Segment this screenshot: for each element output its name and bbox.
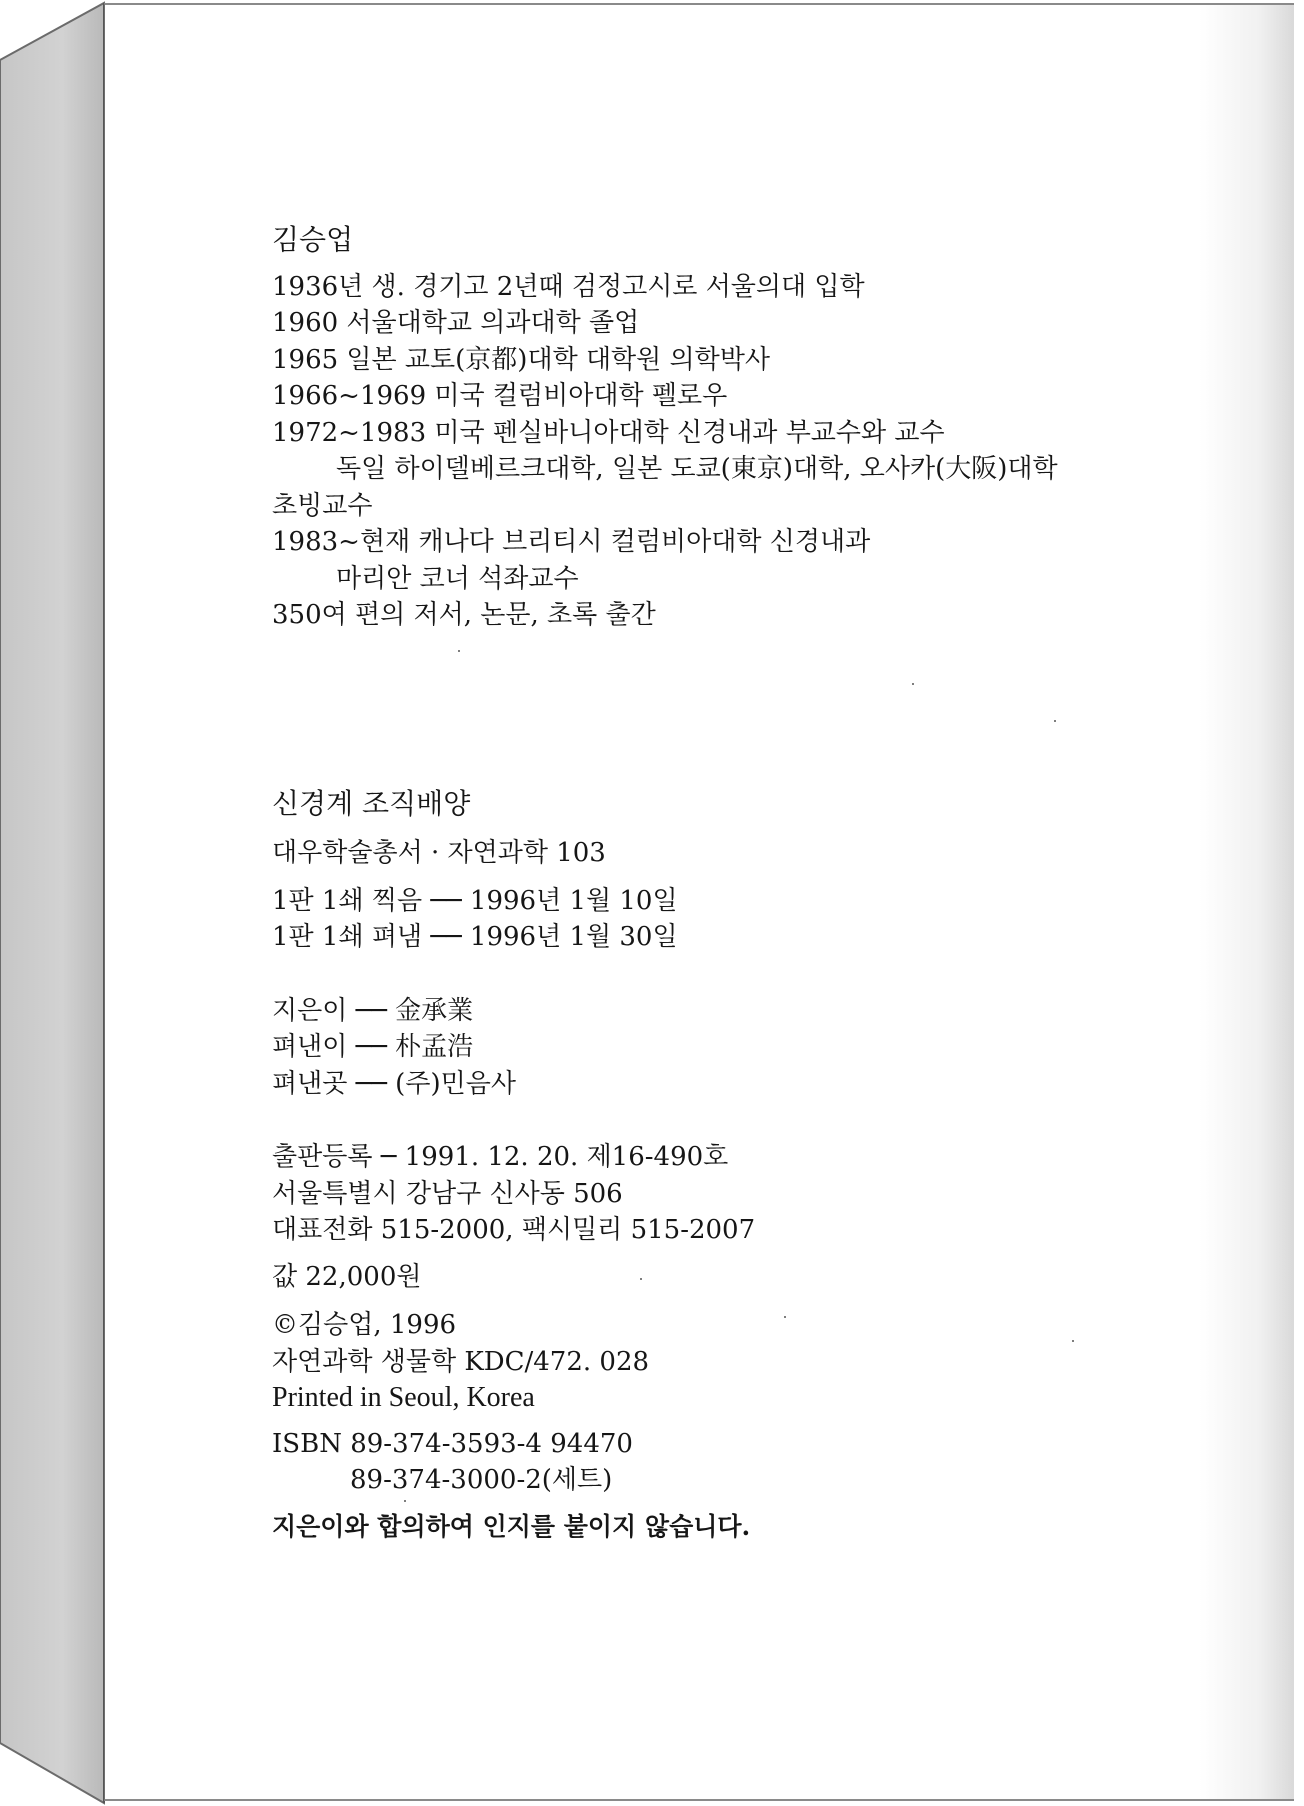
credit-line: 펴낸이 ── 朴孟浩	[272, 1032, 474, 1062]
bio-line: 1965 일본 교토(京都)대학 대학원 의학박사	[272, 345, 771, 375]
bio-line: 1966~1969 미국 컬럼비아대학 펠로우	[272, 381, 728, 411]
book-spine	[0, 0, 108, 1806]
printing-line: 1판 1쇄 찍음 ── 1996년 1월 10일	[272, 886, 678, 916]
registration-line: 대표전화 515-2000, 팩시밀리 515-2007	[272, 1215, 756, 1245]
copyright-line: ©김승업, 1996	[272, 1310, 457, 1340]
bio-line: 1936년 생. 경기고 2년때 검정고시로 서울의대 입학	[272, 272, 865, 302]
scan-speck	[458, 650, 460, 652]
notice-line: 지은이와 합의하여 인지를 붙이지 않습니다.	[272, 1512, 751, 1541]
isbn-line: 89-374-3000-2(세트)	[350, 1465, 613, 1495]
scan-speck	[784, 1316, 786, 1318]
bio-line: 1960 서울대학교 의과대학 졸업	[272, 308, 640, 338]
credit-line: 펴낸곳 ── (주)민음사	[272, 1069, 516, 1099]
printed-in-line: Printed in Seoul, Korea	[272, 1382, 535, 1413]
author-name: 김승업	[272, 223, 354, 256]
book-title: 신경계 조직배양	[272, 787, 471, 820]
scan-speck	[404, 1500, 406, 1502]
isbn-line: ISBN 89-374-3593-4 94470	[272, 1429, 633, 1459]
credit-line: 지은이 ── 金承業	[272, 996, 474, 1026]
bio-line: 350여 편의 저서, 논문, 초록 출간	[272, 600, 656, 630]
bio-line: 마리안 코너 석좌교수	[336, 564, 579, 594]
series-line: 대우학술총서 · 자연과학 103	[272, 838, 606, 868]
classification-line: 자연과학 생물학 KDC/472. 028	[272, 1347, 650, 1377]
bio-line: 1983~현재 캐나다 브리티시 컬럼비아대학 신경내과	[272, 527, 871, 557]
price-line: 값 22,000원	[272, 1262, 422, 1292]
bio-line: 독일 하이델베르크대학, 일본 도쿄(東京)대학, 오사카(大阪)대학	[336, 454, 1058, 484]
registration-line: 서울특별시 강남구 신사동 506	[272, 1179, 623, 1209]
scan-speck	[640, 1278, 642, 1280]
scan-speck	[912, 683, 914, 685]
scan-speck	[1054, 720, 1056, 722]
scan-speck	[1072, 1340, 1074, 1342]
registration-line: 출판등록 ─ 1991. 12. 20. 제16-490호	[272, 1142, 729, 1172]
bio-line: 초빙교수	[272, 491, 373, 521]
printing-line: 1판 1쇄 펴냄 ── 1996년 1월 30일	[272, 922, 678, 952]
bio-line: 1972~1983 미국 펜실바니아대학 신경내과 부교수와 교수	[272, 418, 945, 448]
